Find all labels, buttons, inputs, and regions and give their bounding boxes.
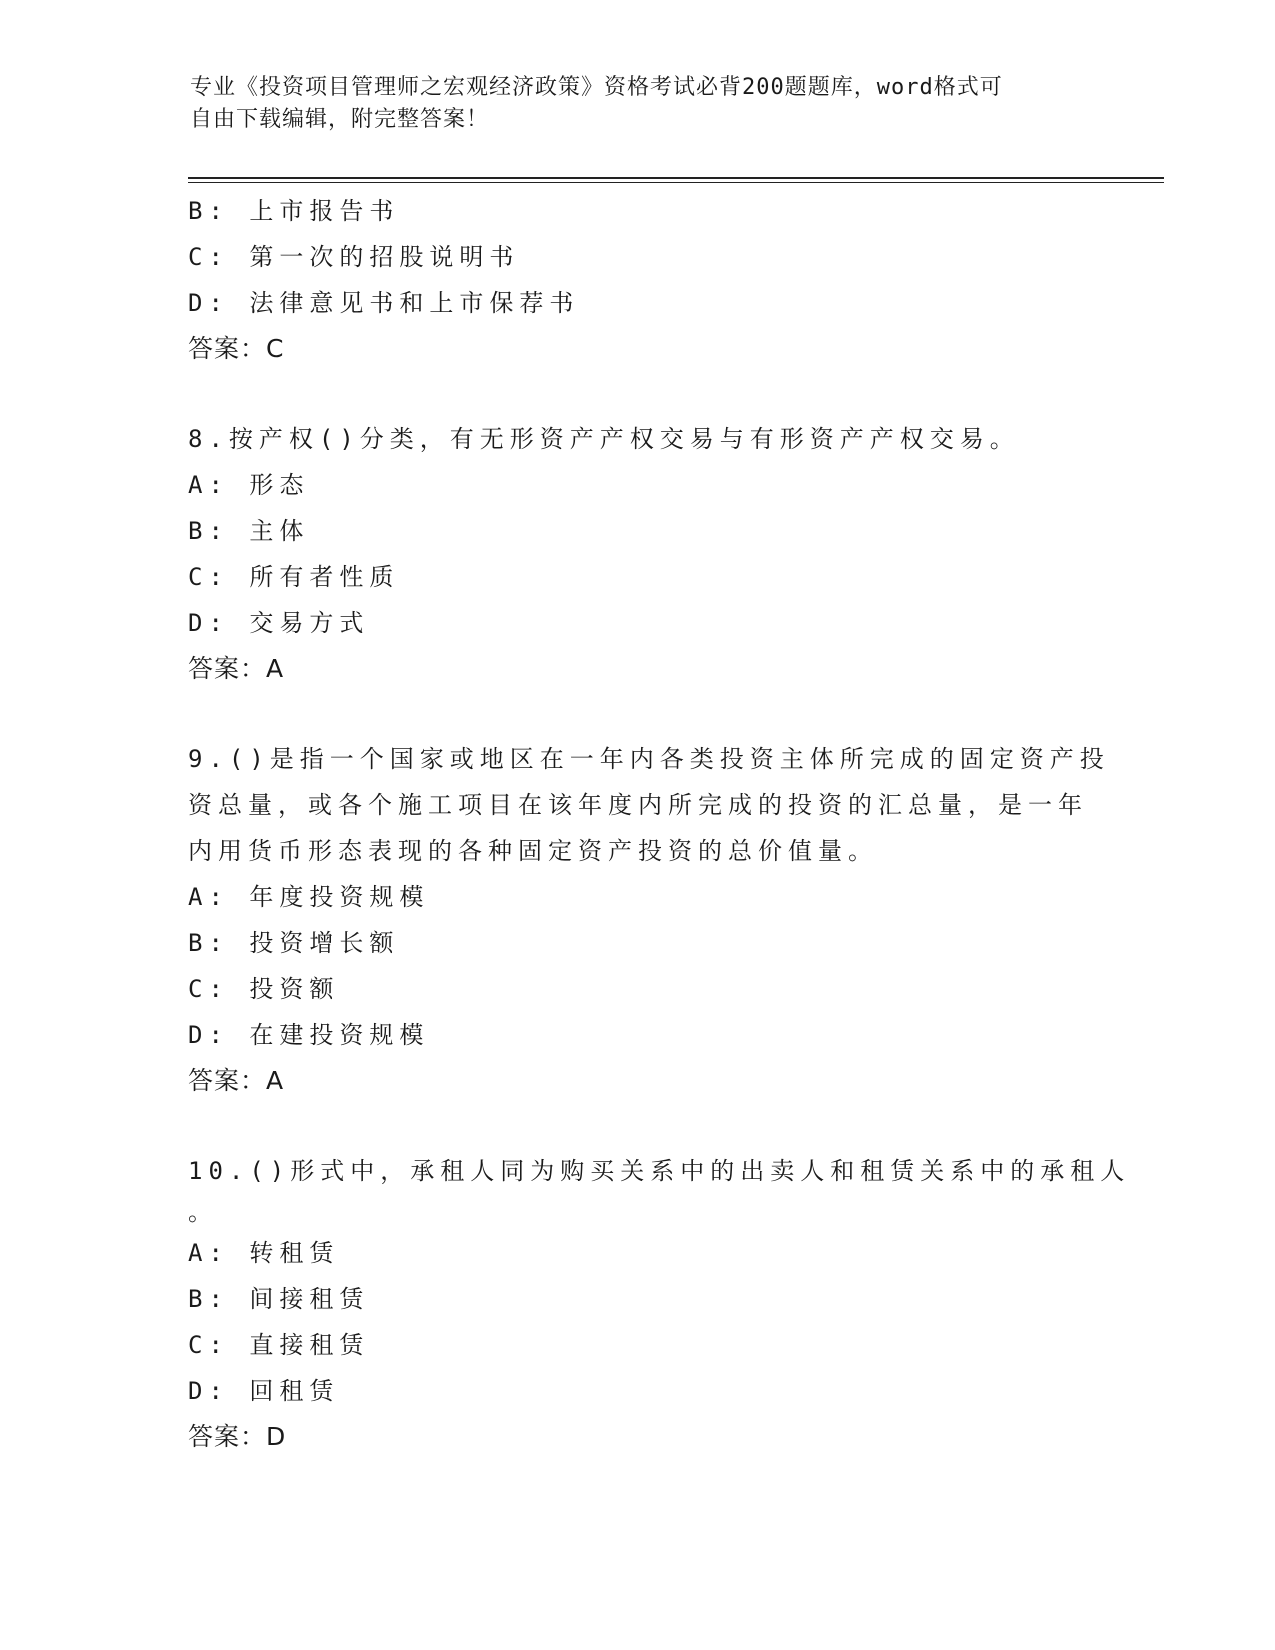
option-c: C: 投资额 (188, 975, 340, 1003)
header-divider-thin (188, 182, 1164, 183)
spacer (188, 1104, 1088, 1148)
option-d: D: 回租赁 (188, 1377, 340, 1405)
option-c: C: 所有者性质 (188, 563, 400, 591)
answer-line: 答案：A (188, 1066, 285, 1095)
question-stem-line-2: 资总量，或各个施工项目在该年度内所完成的投资的汇总量，是一年 (188, 791, 1088, 819)
question-stem-line-1: 10.()形式中，承租人同为购买关系中的出卖人和租赁关系中的承租人 (188, 1157, 1131, 1185)
question-stem-line-1: 9.()是指一个国家或地区在一年内各类投资主体所完成的固定资产投 (188, 745, 1110, 773)
question-7 (188, 188, 1088, 372)
option-d: D: 交易方式 (188, 609, 370, 637)
option-b: B: 主体 (188, 517, 310, 545)
question-stem-line-3: 内用货币形态表现的各种固定资产投资的总价值量。 (188, 837, 878, 865)
option-d: D: 法律意见书和上市保荐书 (188, 289, 580, 317)
option-a: A: 年度投资规模 (188, 883, 430, 911)
question-10 (188, 1148, 1131, 1460)
option-d: D: 在建投资规模 (188, 1021, 430, 1049)
answer-line: 答案：C (188, 334, 285, 363)
spacer (188, 692, 1088, 736)
question-list (188, 188, 1131, 1460)
option-b: B: 间接租赁 (188, 1285, 370, 1313)
question-stem: 8.按产权()分类，有无形资产产权交易与有形资产产权交易。 (188, 425, 1020, 453)
header-divider-thick (188, 177, 1164, 179)
question-stem-line-2: 。 (188, 1198, 218, 1226)
header-title-line-2: 自由下载编辑，附完整答案！ (190, 107, 490, 132)
answer-line: 答案：A (188, 654, 285, 683)
option-a: A: 转租赁 (188, 1239, 340, 1267)
answer-line: 答案：D (188, 1422, 287, 1451)
document-header (190, 72, 1080, 136)
question-9 (188, 736, 1110, 1104)
option-a: A: 形态 (188, 471, 310, 499)
option-c: C: 第一次的招股说明书 (188, 243, 520, 271)
question-8 (188, 416, 1088, 692)
header-title-line-1: 专业《投资项目管理师之宏观经济政策》资格考试必背200题题库，word格式可 (190, 75, 1003, 100)
option-c: C: 直接租赁 (188, 1331, 370, 1359)
option-b: B: 上市报告书 (188, 197, 400, 225)
spacer (188, 372, 1088, 416)
option-b: B: 投资增长额 (188, 929, 400, 957)
